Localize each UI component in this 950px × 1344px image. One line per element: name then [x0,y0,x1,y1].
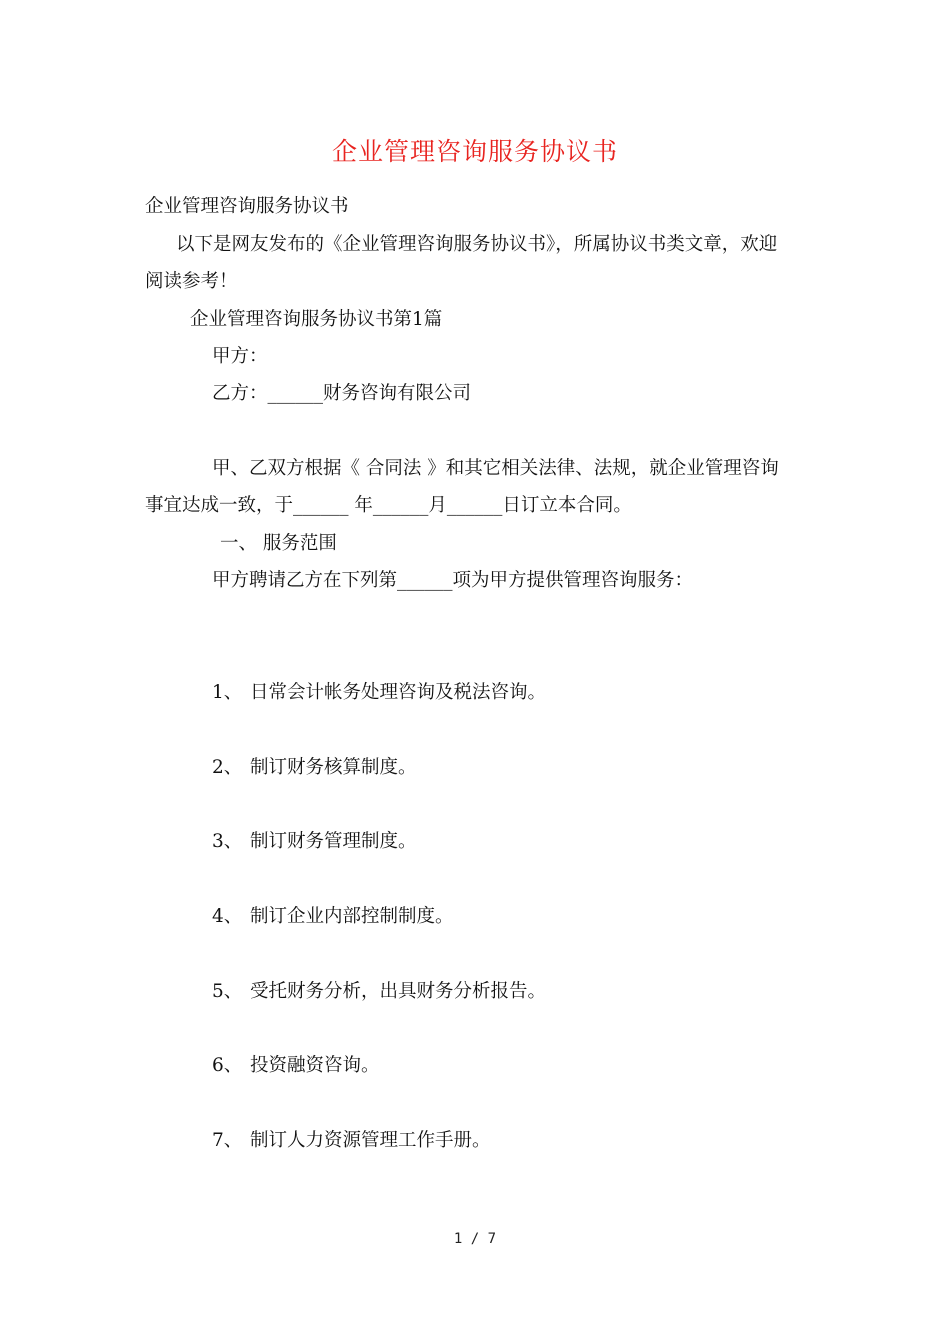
clause-intro: 甲方聘请乙方在下列第______项为甲方提供管理咨询服务： [212,570,694,591]
list-item [212,1128,491,1154]
list-item [212,829,417,855]
list-item-text: 制订财务管理制度。 [250,831,417,852]
list-item-text: 制订企业内部控制制度。 [250,906,454,927]
intro-line-1: 以下是网友发布的《企业管理咨询服务协议书》，所属协议书类文章，欢迎 [176,234,778,255]
party-a-label: 甲方： [212,346,268,367]
list-item-text: 受托财务分析，出具财务分析报告。 [250,981,547,1002]
list-item-number: 4、 [212,906,243,927]
paragraph-1-line-1: 甲、乙双方根据《 合同法 》和其它相关法律、法规，就企业管理咨询 [212,458,779,479]
clause-heading: 一、 服务范围 [220,533,337,554]
list-item-text: 投资融资咨询。 [250,1055,380,1076]
paragraph-1-line-2: 事宜达成一致，于______ 年______月______日订立本合同。 [145,495,632,516]
list-item [212,979,546,1005]
list-item [212,904,454,930]
list-item-number: 2、 [212,757,243,778]
list-item-text: 制订人力资源管理工作手册。 [250,1130,491,1151]
document-title: 企业管理咨询服务协议书 [331,137,618,166]
page-number: 1 / 7 [453,1231,497,1247]
list-item-number: 3、 [212,831,243,852]
list-item [212,1053,380,1079]
list-item [212,680,546,706]
section-heading: 企业管理咨询服务协议书第1篇 [190,309,443,330]
intro-line-2: 阅读参考！ [145,271,238,292]
document-subtitle: 企业管理咨询服务协议书 [145,196,349,217]
list-item [212,755,417,781]
list-item-number: 1、 [212,682,243,703]
party-b-label: 乙方：______财务咨询有限公司 [212,383,472,404]
list-item-text: 日常会计帐务处理咨询及税法咨询。 [250,682,547,703]
list-item-number: 5、 [212,981,243,1002]
list-item-number: 7、 [212,1130,243,1151]
list-item-text: 制订财务核算制度。 [250,757,417,778]
list-item-number: 6、 [212,1055,243,1076]
